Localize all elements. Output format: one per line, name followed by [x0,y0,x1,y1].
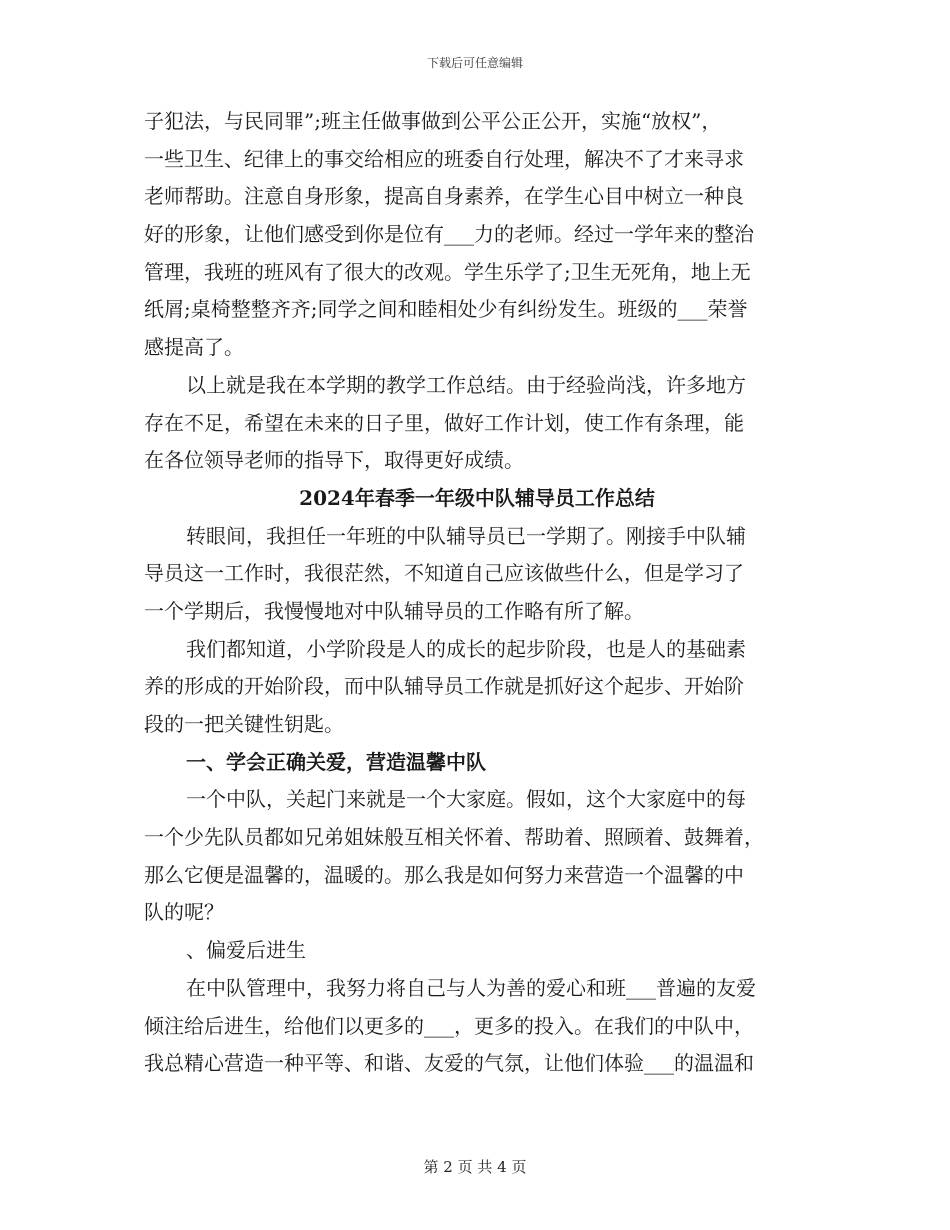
page-number: 第 2 页 共 4 页 [423,1158,527,1176]
section-title: 2024年春季一年级中队辅导员工作总结 [299,485,655,510]
body-line: 我总精心营造一种平等、和谐、友爱的气氛，让他们体验___的温温和 [144,1051,754,1076]
body-line: 存在不足，希望在未来的日子里，做好工作计划，使工作有条理，能 [144,410,744,435]
subheading-line: 、偏爱后进生 [186,938,306,963]
body-line: 一个学期后，我慢慢地对中队辅导员的工作略有所了解。 [144,598,644,623]
body-line: 倾注给后进生，给他们以更多的___，更多的投入。在我们的中队中， [144,1013,754,1038]
body-line: 那么它便是温馨的，温暖的。那么我是如何努力来营造一个温馨的中 [144,862,744,887]
subsection-heading: 一、学会正确关爱，营造温馨中队 [186,749,486,774]
body-line: 子犯法，与民同罪”;班主任做事做到公平公正公开，实施“放权”， [144,109,722,133]
body-line: 养的形成的开始阶段，而中队辅导员工作就是抓好这个起步、开始阶 [144,674,744,699]
body-line: 段的一把关键性钥匙。 [144,712,344,736]
body-line: 转眼间，我担任一年班的中队辅导员已一学期了。刚接手中队辅 [186,523,746,548]
body-line: 管理，我班的班风有了很大的改观。学生乐学了;卫生无死角，地上无 [144,259,751,284]
body-line: 我们都知道，小学阶段是人的成长的起步阶段，也是人的基础素 [186,636,746,661]
body-line: 老师帮助。注意自身形象，提高自身素养，在学生心目中树立一种良 [144,184,744,209]
body-line: 纸屑;桌椅整整齐齐;同学之间和睦相处少有纠纷发生。班级的___荣誉 [144,297,748,322]
body-line: 在各位领导老师的指导下，取得更好成绩。 [144,448,524,473]
body-line: 一个少先队员都如兄弟姐妹般互相关怀着、帮助着、照顾着、鼓舞着， [144,825,764,850]
page-header: 下载后可任意编辑 [426,56,523,70]
body-line: 以上就是我在本学期的教学工作总结。由于经验尚浅，许多地方 [186,372,746,397]
body-line: 好的形象，让他们感受到你是位有___力的老师。经过一学年来的整治 [144,222,754,247]
body-line: 导员这一工作时，我很茫然，不知道自己应该做些什么，但是学习了 [144,561,744,586]
body-line: 一些卫生、纪律上的事交给相应的班委自行处理，解决不了才来寻求 [144,146,744,171]
body-line: 队的呢？ [144,900,224,925]
document-body [144,103,810,1083]
body-line: 在中队管理中，我努力将自己与人为善的爱心和班___普遍的友爱 [186,975,756,1000]
body-line: 一个中队，关起门来就是一个大家庭。假如，这个大家庭中的每 [186,787,746,812]
body-line: 感提高了。 [144,335,244,360]
